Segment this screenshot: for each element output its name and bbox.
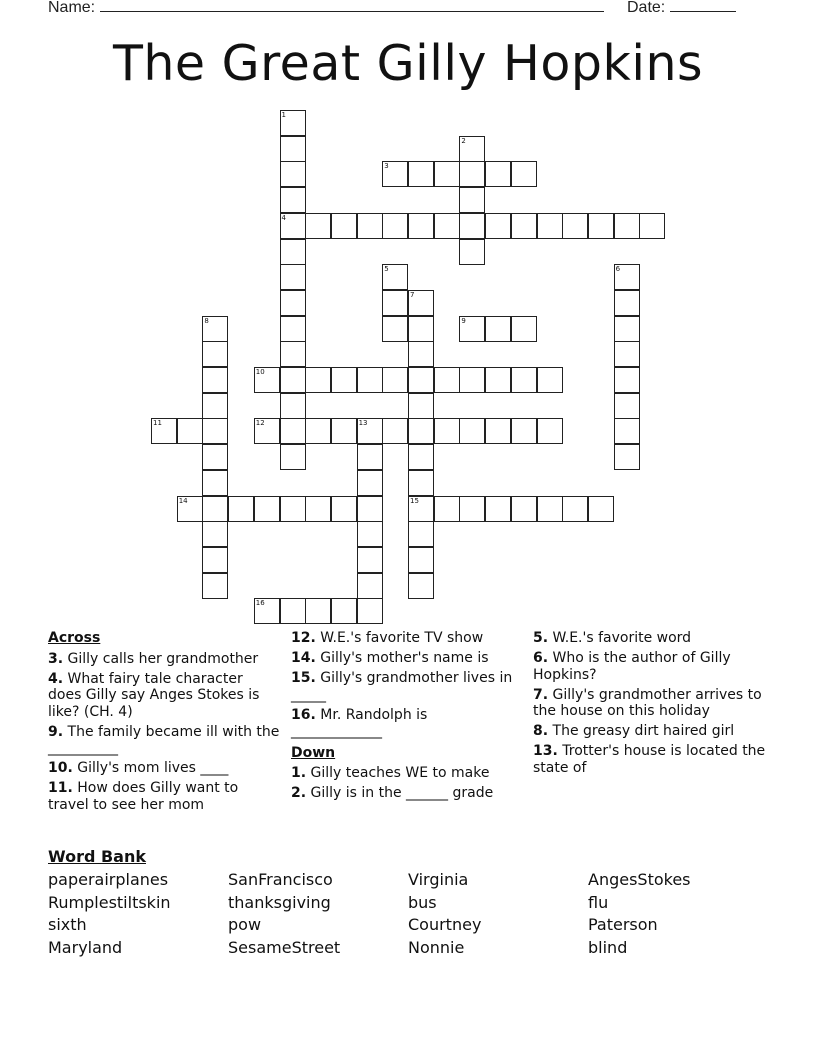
grid-cell[interactable] [280, 136, 306, 162]
grid-cell[interactable] [357, 573, 383, 599]
grid-cell[interactable] [408, 316, 434, 342]
grid-cell[interactable] [511, 161, 537, 187]
grid-cell[interactable] [177, 418, 203, 444]
grid-cell[interactable] [382, 290, 408, 316]
clue-across-3: 3. Gilly calls her grandmother [48, 650, 259, 667]
clue-number-14: 14 [178, 496, 188, 505]
grid-cell[interactable] [459, 213, 485, 239]
word-bank-word: blind [588, 937, 628, 957]
grid-cell[interactable] [382, 316, 408, 342]
grid-cell[interactable] [331, 598, 357, 624]
grid-cell[interactable] [614, 444, 640, 470]
grid-cell[interactable] [537, 418, 563, 444]
grid-cell[interactable] [537, 367, 563, 393]
grid-cell[interactable] [202, 367, 228, 393]
grid-cell[interactable] [382, 418, 408, 444]
grid-cell[interactable] [382, 367, 408, 393]
grid-cell[interactable] [562, 213, 588, 239]
grid-cell[interactable] [408, 444, 434, 470]
grid-cell[interactable] [511, 418, 537, 444]
grid-cell[interactable] [254, 496, 280, 522]
clue-across-4: 4. What fairy tale character does Gilly say Anges Stokes is like? (CH. 4) [48, 670, 260, 720]
grid-cell[interactable] [280, 598, 306, 624]
grid-cell[interactable] [357, 444, 383, 470]
grid-cell[interactable] [202, 547, 228, 573]
grid-cell[interactable] [614, 316, 640, 342]
grid-cell[interactable] [305, 598, 331, 624]
grid-cell[interactable] [408, 367, 434, 393]
word-bank-word: SesameStreet [228, 937, 341, 957]
grid-cell[interactable] [408, 418, 434, 444]
word-bank-word: Courtney [408, 915, 482, 934]
grid-cell[interactable] [331, 367, 357, 393]
grid-cell[interactable] [485, 316, 511, 342]
grid-cell[interactable] [280, 290, 306, 316]
grid-cell[interactable] [357, 213, 383, 239]
word-bank-word: bus [408, 892, 437, 912]
grid-cell[interactable] [280, 418, 306, 444]
grid-cell[interactable] [280, 444, 306, 470]
grid-cell[interactable] [280, 161, 306, 187]
name-label: Name: [48, 0, 96, 16]
grid-cell[interactable] [614, 418, 640, 444]
word-bank-word: Paterson [588, 915, 658, 934]
grid-cell[interactable] [639, 213, 665, 239]
clue-number-4: 4 [281, 213, 286, 222]
grid-cell[interactable] [614, 367, 640, 393]
grid-cell[interactable] [459, 367, 485, 393]
clue-number-11: 11 [153, 419, 162, 428]
grid-cell[interactable] [331, 496, 357, 522]
grid-cell[interactable] [202, 496, 228, 522]
grid-cell[interactable] [280, 341, 306, 367]
clue-number-5: 5 [384, 265, 389, 274]
clue-number-9: 9 [461, 316, 466, 325]
grid-cell[interactable] [280, 496, 306, 522]
clue-down-5: 5. W.E.'s favorite word [533, 630, 692, 646]
grid-cell[interactable] [305, 496, 331, 522]
grid-cell[interactable] [408, 470, 434, 496]
grid-cell[interactable] [280, 367, 306, 393]
grid-cell[interactable] [202, 573, 228, 599]
word-bank-word: Rumplestiltskin [48, 892, 171, 912]
word-bank [48, 847, 768, 969]
clue-down-6: 6. Who is the author of Gilly Hopkins? [533, 650, 731, 683]
grid-cell[interactable] [485, 213, 511, 239]
grid-cell[interactable] [408, 573, 434, 599]
clue-number-6: 6 [615, 265, 621, 274]
grid-cell[interactable] [459, 187, 485, 213]
grid-cell[interactable] [408, 521, 434, 547]
grid-cell[interactable] [357, 598, 383, 624]
word-bank-word: paperairplanes [48, 870, 169, 889]
grid-cell[interactable] [305, 213, 331, 239]
grid-cell[interactable] [511, 213, 537, 239]
grid-cell[interactable] [588, 496, 614, 522]
grid-cell[interactable] [614, 393, 640, 419]
grid-cell[interactable] [434, 367, 460, 393]
across-clues [48, 630, 280, 817]
grid-cell[interactable] [280, 393, 306, 419]
grid-cell[interactable] [357, 547, 383, 573]
grid-cell[interactable] [331, 418, 357, 444]
clue-number-16: 16 [255, 599, 265, 608]
grid-cell[interactable] [459, 239, 485, 265]
grid-cell[interactable] [408, 393, 434, 419]
across-heading: Across [48, 630, 101, 646]
word-bank-word: SanFrancisco [228, 870, 333, 889]
grid-cell[interactable] [202, 444, 228, 470]
grid-cell[interactable] [202, 341, 228, 367]
grid-cell[interactable] [331, 213, 357, 239]
grid-cell[interactable] [202, 470, 228, 496]
grid-cell[interactable] [357, 367, 383, 393]
grid-cell[interactable] [485, 418, 511, 444]
date-label: Date: [627, 0, 666, 16]
across-clues-continued [291, 630, 519, 805]
word-bank-list [48, 869, 768, 969]
page-title: The Great Gilly Hopkins [112, 35, 704, 92]
grid-cell[interactable] [202, 418, 228, 444]
clue-down-13: 13. Trotter's house is located the state of [533, 743, 766, 776]
grid-cell[interactable] [202, 393, 228, 419]
grid-cell[interactable] [280, 187, 306, 213]
down-clues [533, 630, 773, 780]
grid-cell[interactable] [280, 264, 306, 290]
clue-down-2: 2. Gilly is in the ______ grade [291, 785, 494, 801]
grid-cell[interactable] [485, 161, 511, 187]
grid-cell[interactable] [408, 341, 434, 367]
grid-cell[interactable] [537, 496, 563, 522]
clue-across-12: 12. W.E.'s favorite TV show [291, 630, 484, 646]
word-bank-word: Virginia [408, 870, 469, 889]
grid-cell[interactable] [408, 161, 434, 187]
grid-cell[interactable] [434, 418, 460, 444]
grid-cell[interactable] [485, 367, 511, 393]
grid-cell[interactable] [459, 161, 485, 187]
grid-cell[interactable] [614, 290, 640, 316]
clue-across-16: 16. Mr. Randolph is _____________ [291, 706, 428, 739]
grid-cell[interactable] [614, 341, 640, 367]
clue-number-12: 12 [255, 419, 265, 428]
grid-cell[interactable] [228, 496, 254, 522]
clue-across-9: 9. The family became ill with the __________ [48, 723, 280, 756]
clue-number-10: 10 [255, 368, 265, 376]
clue-across-14: 14. Gilly's mother's name is [291, 650, 489, 666]
grid-cell[interactable] [434, 161, 460, 187]
word-bank-word: pow [228, 915, 262, 934]
clue-number-8: 8 [204, 316, 209, 325]
grid-cell[interactable] [511, 367, 537, 393]
clue-number-2: 2 [461, 136, 466, 145]
clue-down-7: 7. Gilly's grandmother arrives to the house on this holiday [533, 686, 762, 719]
grid-cell[interactable] [459, 418, 485, 444]
clue-across-10: 10. Gilly's mom lives ____ [48, 760, 229, 776]
grid-cell[interactable] [614, 213, 640, 239]
grid-cell[interactable] [511, 316, 537, 342]
grid-cell[interactable] [305, 418, 331, 444]
clue-number-1: 1 [281, 111, 286, 119]
word-bank-word: Maryland [48, 937, 123, 957]
grid-cell[interactable] [202, 521, 228, 547]
clue-down-1: 1. Gilly teaches WE to make [291, 765, 490, 781]
grid-cell[interactable] [357, 521, 383, 547]
clue-down-8: 8. The greasy dirt haired girl [533, 723, 735, 739]
word-bank-word: AngesStokes [588, 870, 691, 889]
clue-number-15: 15 [410, 496, 419, 505]
clue-across-11: 11. How does Gilly want to travel to see her mom [48, 780, 239, 813]
word-bank-word: flu [588, 892, 609, 912]
word-bank-word: thanksgiving [228, 892, 331, 912]
grid-cell[interactable] [357, 496, 383, 522]
grid-cell[interactable] [408, 213, 434, 239]
grid-cell[interactable] [562, 496, 588, 522]
clue-number-7: 7 [410, 290, 415, 299]
clue-number-13: 13 [358, 419, 368, 428]
down-heading: Down [291, 744, 336, 761]
word-bank-word: sixth [48, 915, 87, 934]
grid-cell[interactable] [588, 213, 614, 239]
word-bank-word: Nonnie [408, 937, 465, 957]
grid-cell[interactable] [459, 496, 485, 522]
grid-cell[interactable] [280, 316, 306, 342]
grid-cell[interactable] [280, 239, 306, 265]
grid-cell[interactable] [408, 547, 434, 573]
grid-cell[interactable] [434, 496, 460, 522]
word-bank-heading: Word Bank [48, 847, 147, 866]
grid-cell[interactable] [485, 496, 511, 522]
grid-cell[interactable] [382, 213, 408, 239]
grid-cell[interactable] [305, 367, 331, 393]
grid-cell[interactable] [537, 213, 563, 239]
grid-cell[interactable] [511, 496, 537, 522]
grid-cell[interactable] [357, 470, 383, 496]
clue-across-15: 15. Gilly's grandmother lives in _____ [291, 670, 513, 703]
clue-number-3: 3 [384, 162, 389, 171]
grid-cell[interactable] [434, 213, 460, 239]
